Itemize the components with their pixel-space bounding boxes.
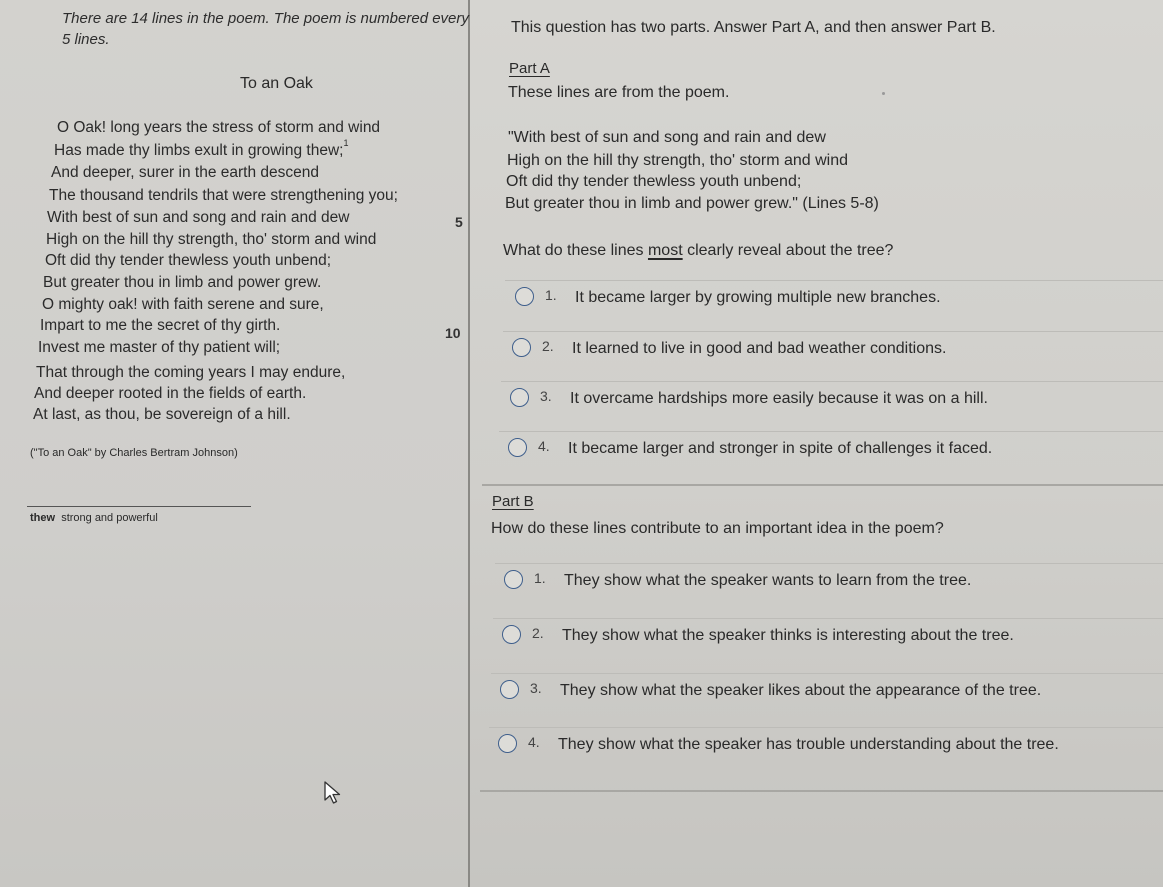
prompt-text: What do these lines (503, 242, 648, 259)
radio-button[interactable] (502, 625, 521, 644)
option-number: 1. (534, 570, 546, 586)
part-a-label: Part A (509, 60, 550, 77)
poem-line: High on the hill thy strength, tho' storm and wind (46, 231, 377, 248)
poem-line: Impart to me the secret of thy girth. (40, 317, 281, 334)
part-a-option-2[interactable] (503, 331, 1163, 371)
poem-line: Oft did thy tender thewless youth unbend; (45, 252, 332, 269)
part-b-prompt: How do these lines contribute to an important idea in the poem? (491, 520, 944, 537)
part-b-option-3[interactable] (491, 673, 1163, 713)
question-instructions: This question has two parts. Answer Part A, and then answer Part B. (511, 19, 996, 36)
stray-dot (882, 92, 885, 95)
line-number-5: 5 (455, 214, 463, 230)
part-divider (482, 484, 1163, 486)
option-text: It became larger and stronger in spite of challenges it faced. (568, 440, 993, 457)
poem-line: The thousand tendrils that were strengthening you; (49, 187, 398, 204)
part-a-lead: These lines are from the poem. (508, 84, 730, 101)
option-number: 4. (528, 734, 540, 750)
option-text: They show what the speaker likes about the appearance of the tree. (560, 682, 1042, 699)
radio-button[interactable] (512, 338, 531, 357)
quote-line: But greater thou in limb and power grew." (Lines 5-8) (505, 195, 879, 212)
option-number: 3. (530, 680, 542, 696)
poem-line: And deeper, surer in the earth descend (51, 164, 319, 181)
poem-attribution: ("To an Oak" by Charles Bertram Johnson) (30, 447, 238, 459)
quote-line: Oft did thy tender thewless youth unbend; (506, 173, 802, 190)
line-number-10: 10 (445, 325, 461, 341)
poem-line: That through the coming years I may endure, (36, 364, 346, 381)
mouse-pointer-icon (322, 780, 344, 806)
poem-line: At last, as thou, be sovereign of a hill. (33, 406, 291, 423)
part-b-option-2[interactable] (493, 618, 1163, 658)
passage-pane (0, 0, 470, 887)
quote-line: "With best of sun and song and rain and dew (508, 129, 826, 146)
poem-line: And deeper rooted in the fields of earth. (34, 385, 307, 402)
radio-button[interactable] (508, 438, 527, 457)
radio-button[interactable] (498, 734, 517, 753)
option-text: It learned to live in good and bad weather conditions. (572, 340, 947, 357)
part-a-option-4[interactable] (499, 431, 1163, 471)
part-a-option-3[interactable] (501, 381, 1163, 421)
footnote-divider (27, 506, 251, 507)
footnote-definition: strong and powerful (61, 512, 158, 524)
option-number: 1. (545, 287, 557, 303)
poem-line: But greater thou in limb and power grew. (43, 274, 322, 291)
option-number: 2. (532, 625, 544, 641)
option-number: 4. (538, 438, 550, 454)
radio-button[interactable] (515, 287, 534, 306)
part-a-prompt (503, 242, 893, 260)
radio-button[interactable] (510, 388, 529, 407)
quote-line: High on the hill thy strength, tho' storm and wind (507, 152, 849, 169)
poem-title: To an Oak (240, 75, 313, 92)
poem-line: O Oak! long years the stress of storm and wind (57, 119, 381, 136)
passage-intro-line-2: 5 lines. (62, 31, 110, 48)
option-number: 3. (540, 388, 552, 404)
option-number: 2. (542, 338, 554, 354)
footnote (30, 512, 158, 524)
option-text: They show what the speaker wants to learn from the tree. (564, 572, 972, 589)
poem-line-text: Has made thy limbs exult in growing thew; (54, 142, 344, 159)
poem-line: Invest me master of thy patient will; (38, 339, 281, 356)
option-text: It became larger by growing multiple new branches. (575, 289, 941, 306)
question-bottom-divider (480, 790, 1163, 792)
option-text: They show what the speaker has trouble understanding about the tree. (558, 736, 1059, 753)
part-b-label: Part B (492, 493, 534, 510)
radio-button[interactable] (500, 680, 519, 699)
footnote-marker: 1 (343, 138, 349, 148)
radio-button[interactable] (504, 570, 523, 589)
part-b-option-4[interactable] (489, 727, 1163, 767)
poem-line: With best of sun and song and rain and dew (47, 209, 350, 226)
prompt-emphasis: most (647, 242, 683, 259)
poem-line: O mighty oak! with faith serene and sure, (42, 296, 324, 313)
poem-line (54, 138, 349, 160)
option-text: It overcame hardships more easily because it was on a hill. (570, 390, 988, 407)
option-text: They show what the speaker thinks is interesting about the tree. (562, 627, 1014, 644)
part-a-option-1[interactable] (505, 280, 1163, 320)
part-b-option-1[interactable] (495, 563, 1163, 603)
prompt-text: clearly reveal about the tree? (682, 242, 894, 259)
passage-intro-line-1: There are 14 lines in the poem. The poem is numbered every (62, 10, 469, 27)
footnote-term: thew (30, 512, 56, 524)
